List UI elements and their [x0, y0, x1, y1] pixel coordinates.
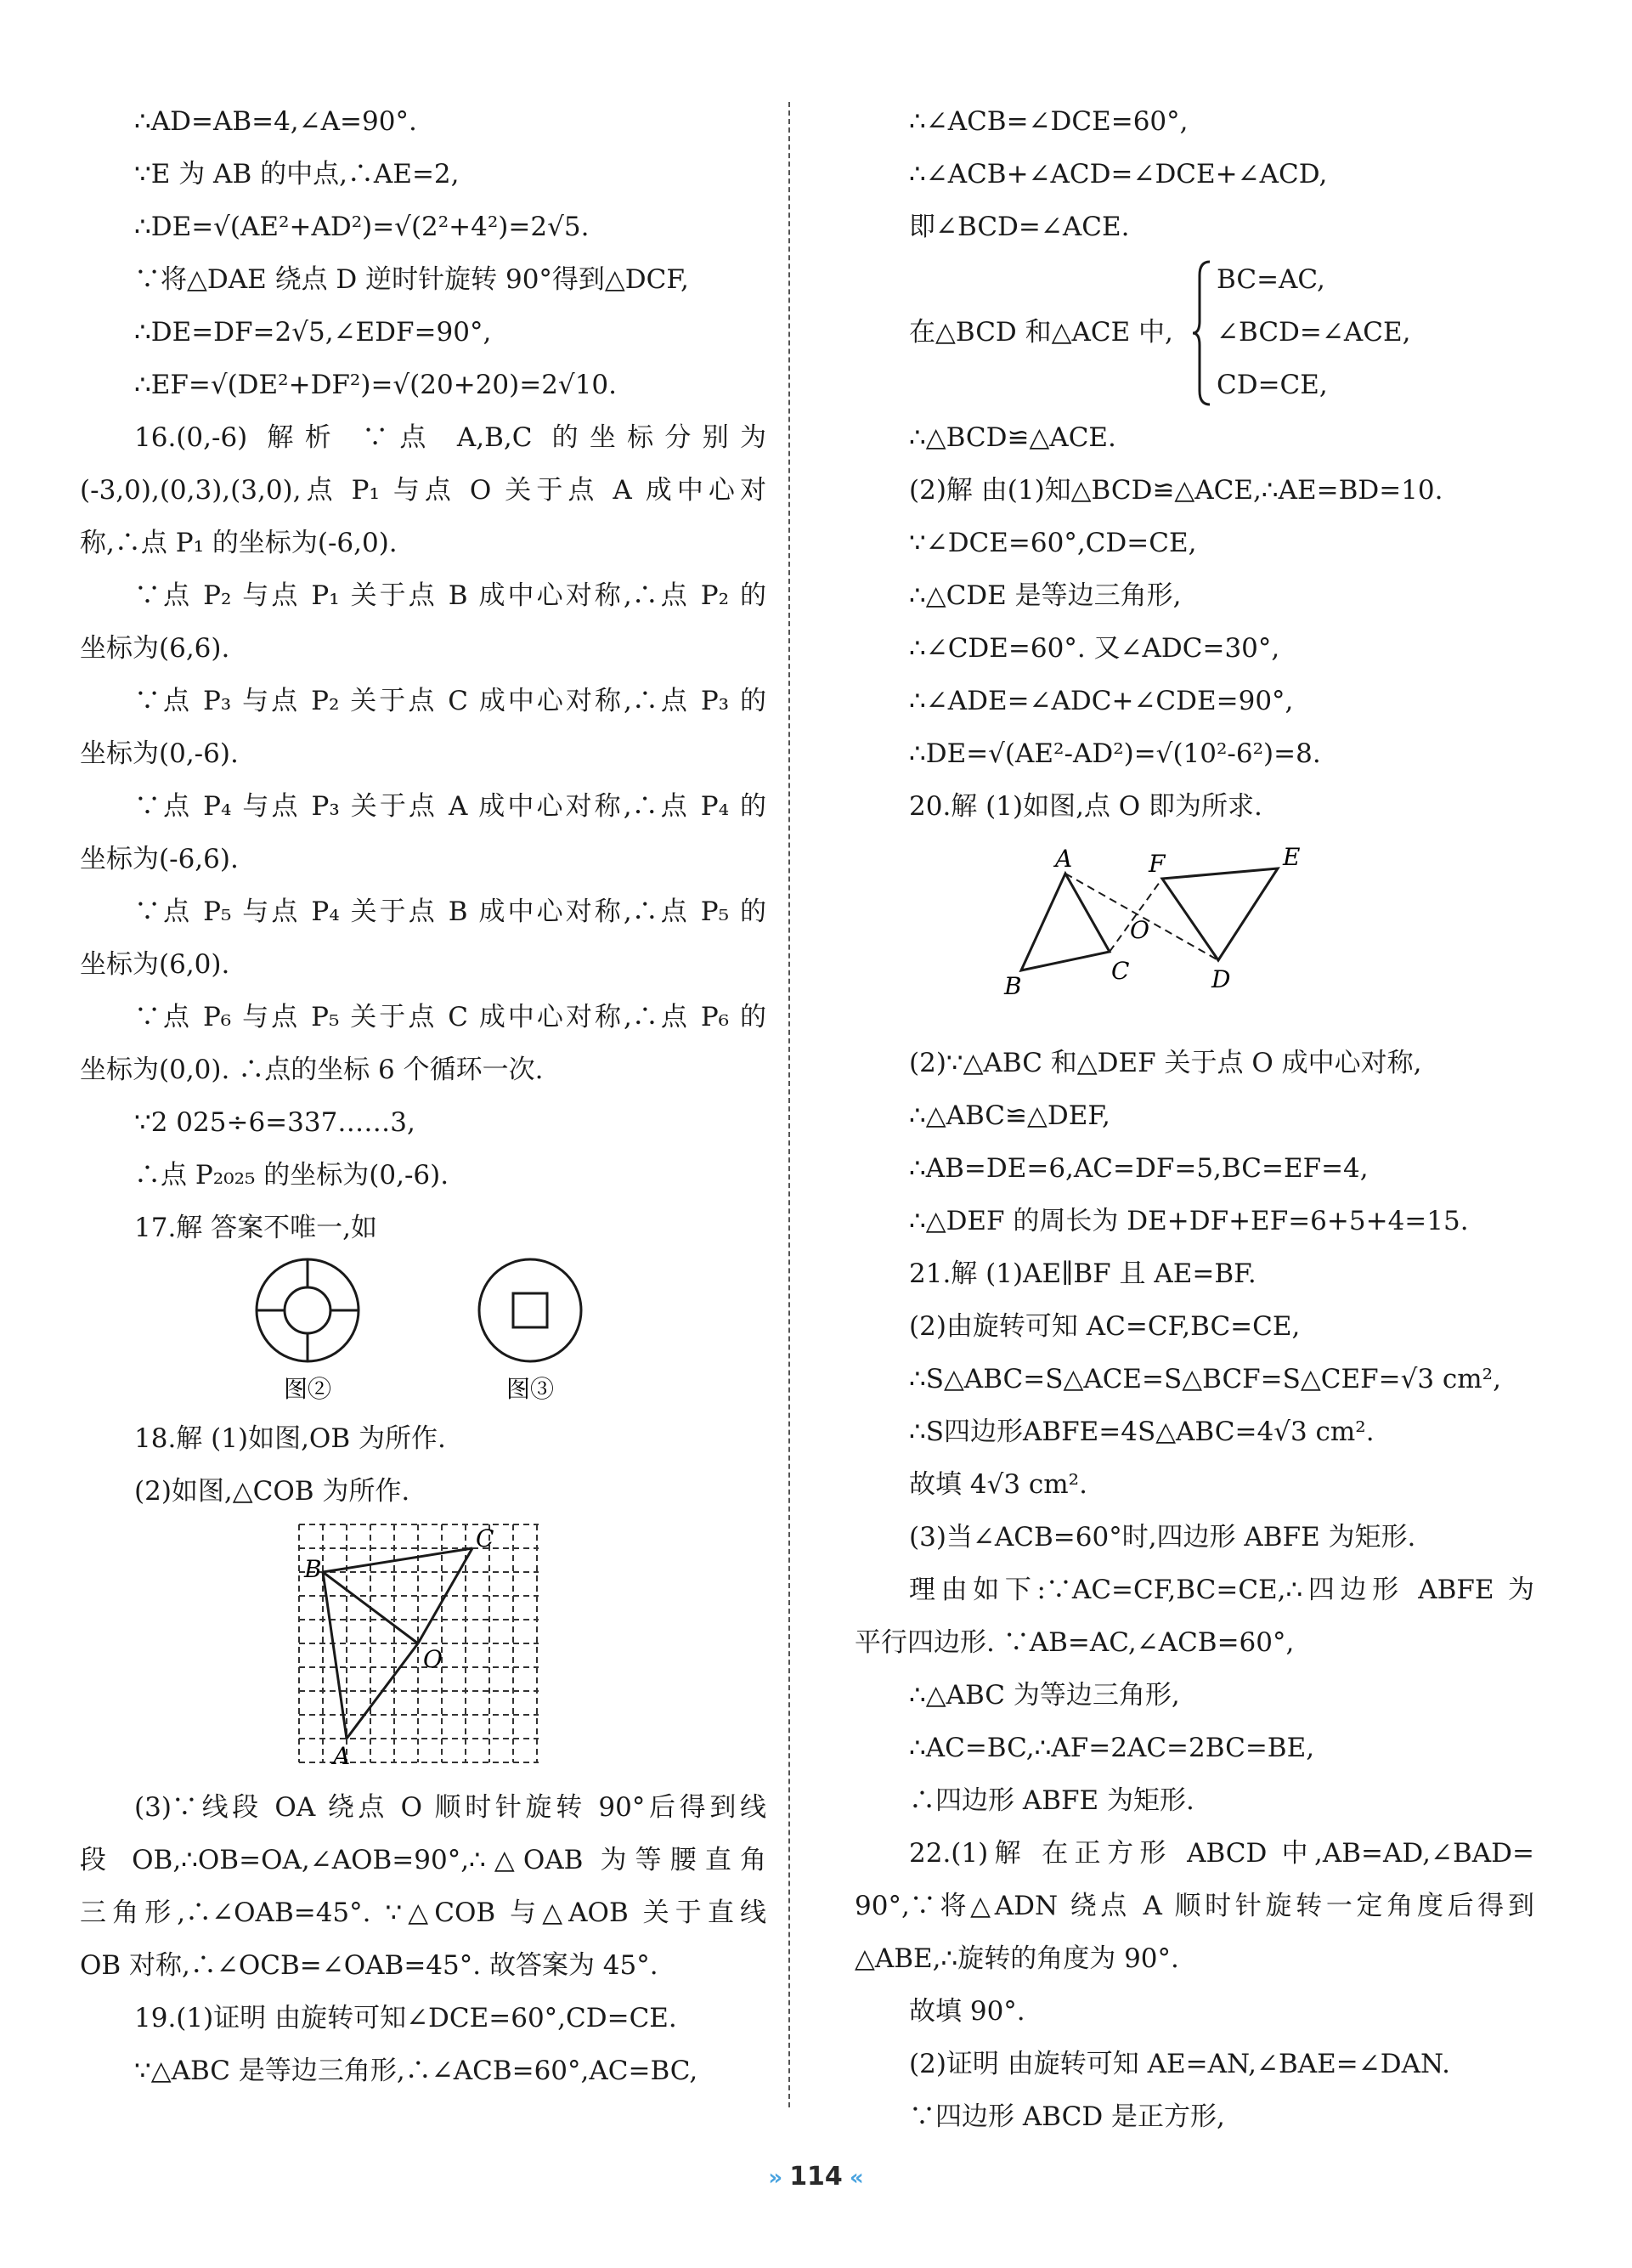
text-line: (2)证明 由旋转可知 AE=AN,∠BAE=∠DAN.: [909, 2049, 1450, 2079]
fig3-caption: 图③: [505, 1375, 555, 1403]
text-line: ∵点 P₆ 与点 P₅ 关于点 C 成中心对称,∴点 P₆ 的: [134, 1002, 766, 1032]
column-divider: [788, 102, 790, 2107]
text-line: ∵2 025÷6=337……3,: [134, 1107, 415, 1138]
text-line: (3)∵线段 OA 绕点 O 顺时针旋转 90°后得到线: [134, 1792, 766, 1823]
text-line: ∴点 P₂₀₂₅ 的坐标为(0,-6).: [134, 1160, 449, 1191]
text-line: ∴∠CDE=60°. 又∠ADC=30°,: [909, 633, 1280, 664]
label-b: B: [304, 1555, 322, 1583]
brace-system: [855, 253, 1534, 411]
text-line: ∴△BCD≌△ACE.: [909, 422, 1116, 453]
text-line: ∵点 P₃ 与点 P₂ 关于点 C 成中心对称,∴点 P₃ 的: [134, 686, 766, 716]
text-line: ∴DE=DF=2√5,∠EDF=90°,: [134, 317, 492, 348]
label-c: C: [1111, 957, 1130, 985]
brace-label: 在△BCD 和△ACE 中,: [909, 317, 1173, 348]
text-line: 17.解 答案不唯一,如: [134, 1213, 378, 1243]
text-line: (2)∵△ABC 和△DEF 关于点 O 成中心对称,: [909, 1048, 1422, 1078]
text-line: ∴AC=BC,∴AF=2AC=2BC=BE,: [909, 1733, 1315, 1763]
text-line: 坐标为(0,-6).: [80, 738, 239, 769]
text-line: 20.解 (1)如图,点 O 即为所求.: [909, 791, 1262, 822]
text-line: ∴∠ADE=∠ADC+∠CDE=90°,: [909, 686, 1294, 716]
figure-20: [855, 833, 1534, 1037]
text-line: ∵点 P₅ 与点 P₄ 关于点 B 成中心对称,∴点 P₅ 的: [134, 896, 766, 927]
chevron-left-icon: «: [849, 2165, 864, 2191]
label-c: C: [476, 1524, 494, 1553]
text-line: ∴DE=√(AE²-AD²)=√(10²-6²)=8.: [909, 738, 1321, 769]
text-line: ∵四边形 ABCD 是正方形,: [909, 2101, 1225, 2132]
page-number: [0, 2162, 1632, 2192]
text-line: 21.解 (1)AE∥BF 且 AE=BF.: [909, 1258, 1256, 1289]
text-line: ∴△DEF 的周长为 DE+DF+EF=6+5+4=15.: [909, 1206, 1469, 1236]
text-line: 坐标为(-6,6).: [80, 844, 239, 874]
text-line: 90°,∵将△ADN 绕点 A 顺时针旋转一定角度后得到: [855, 1891, 1534, 1921]
chevron-right-icon: »: [768, 2165, 783, 2191]
label-a: A: [333, 1742, 351, 1770]
text-line: ∵点 P₄ 与点 P₃ 关于点 A 成中心对称,∴点 P₄ 的: [134, 791, 766, 822]
text-line: ∴△ABC≌△DEF,: [909, 1100, 1110, 1131]
text-line: ∵△ABC 是等边三角形,∴∠ACB=60°,AC=BC,: [134, 2056, 698, 2086]
text-line: 坐标为(0,0). ∴点的坐标 6 个循环一次.: [80, 1055, 544, 1085]
text-line: 故填 90°.: [909, 1996, 1025, 2027]
figure-18-drawing: [80, 1518, 766, 1781]
text-line: 段 OB,∴OB=OA,∠AOB=90°,∴△OAB 为等腰直角: [80, 1845, 766, 1875]
triangle-abc: [1021, 874, 1110, 970]
text-line: 称,∴点 P₁ 的坐标为(-6,0).: [80, 528, 398, 558]
text-line: 理由如下:∵AC=CF,BC=CE,∴四边形 ABFE 为: [909, 1575, 1534, 1605]
text-line: ∴DE=√(AE²+AD²)=√(2²+4²)=2√5.: [134, 212, 590, 242]
figure-17-drawing: [80, 1254, 766, 1412]
text-line: ∵E 为 AB 的中点,∴AE=2,: [134, 159, 460, 189]
text-line: ∴∠ACB=∠DCE=60°,: [909, 106, 1189, 137]
figure-20-drawing: [855, 833, 1534, 1037]
text-line: ∴四边形 ABFE 为矩形.: [909, 1785, 1194, 1816]
right-column: [855, 95, 1534, 2143]
text-line: ∵将△DAE 绕点 D 逆时针旋转 90°得到△DCF,: [134, 264, 689, 295]
text-line: ∴S△ABC=S△ACE=S△BCF=S△CEF=√3 cm²,: [909, 1364, 1501, 1394]
fig2-caption: 图②: [283, 1375, 332, 1403]
figure-18: [80, 1518, 766, 1781]
text-line: 坐标为(6,0).: [80, 949, 230, 980]
brace-item: CD=CE,: [1217, 370, 1328, 400]
text-line: (-3,0),(0,3),(3,0),点 P₁ 与点 O 关于点 A 成中心对: [80, 475, 766, 506]
text-line: 坐标为(6,6).: [80, 633, 230, 664]
text-line: (2)由旋转可知 AC=CF,BC=CE,: [909, 1311, 1301, 1342]
text-line: 18.解 (1)如图,OB 为所作.: [134, 1423, 446, 1454]
figure-17: [80, 1254, 766, 1412]
text-line: ∴△CDE 是等边三角形,: [909, 580, 1182, 611]
left-column: [80, 95, 766, 2097]
text-line: 19.(1)证明 由旋转可知∠DCE=60°,CD=CE.: [134, 2003, 677, 2033]
text-line: ∵点 P₂ 与点 P₁ 关于点 B 成中心对称,∴点 P₂ 的: [134, 580, 766, 611]
fig3-square: [513, 1293, 547, 1327]
text-line: (3)当∠ACB=60°时,四边形 ABFE 为矩形.: [909, 1522, 1416, 1553]
fig2-inner-circle: [285, 1287, 330, 1333]
text-line: 平行四边形. ∵AB=AC,∠ACB=60°,: [855, 1627, 1295, 1658]
fig3-outer-circle: [479, 1259, 581, 1361]
page-number-value: 114: [789, 2162, 843, 2192]
text-line: 16.(0,-6) 解析 ∵点 A,B,C 的坐标分别为: [134, 422, 766, 453]
text-line: ∴△ABC 为等边三角形,: [909, 1680, 1180, 1711]
text-line: 三角形,∴∠OAB=45°. ∵△COB 与△AOB 关于直线: [80, 1898, 766, 1928]
label-b: B: [1004, 972, 1022, 1000]
text-line: (2)如图,△COB 为所作.: [134, 1476, 410, 1507]
text-line: ∴S四边形ABFE=4S△ABC=4√3 cm².: [909, 1417, 1375, 1447]
brace-item: BC=AC,: [1217, 264, 1325, 295]
triangle-def: [1162, 868, 1278, 960]
text-line: ∴AB=DE=6,AC=DF=5,BC=EF=4,: [909, 1153, 1369, 1184]
label-d: D: [1211, 965, 1231, 993]
text-line: 22.(1)解 在正方形 ABCD 中,AB=AD,∠BAD=: [909, 1838, 1534, 1869]
label-o: O: [423, 1645, 443, 1673]
text-line: 故填 4√3 cm².: [909, 1469, 1087, 1500]
brace-item: ∠BCD=∠ACE,: [1217, 317, 1411, 348]
text-line: OB 对称,∴∠OCB=∠OAB=45°. 故答案为 45°.: [80, 1950, 658, 1981]
label-a: A: [1055, 845, 1073, 873]
label-f: F: [1149, 850, 1166, 878]
text-line: △ABE,∴旋转的角度为 90°.: [855, 1943, 1179, 1974]
label-e: E: [1283, 843, 1301, 871]
text-line: (2)解 由(1)知△BCD≌△ACE,∴AE=BD=10.: [909, 475, 1443, 506]
text-line: ∴∠ACB+∠ACD=∠DCE+∠ACD,: [909, 159, 1328, 189]
left-brace-icon: [1189, 258, 1213, 408]
label-o: O: [1130, 916, 1149, 944]
text-line: ∵∠DCE=60°,CD=CE,: [909, 528, 1197, 558]
text-line: ∴AD=AB=4,∠A=90°.: [134, 106, 417, 137]
text-line: 即∠BCD=∠ACE.: [909, 212, 1130, 242]
text-line: ∴EF=√(DE²+DF²)=√(20+20)=2√10.: [134, 370, 617, 400]
